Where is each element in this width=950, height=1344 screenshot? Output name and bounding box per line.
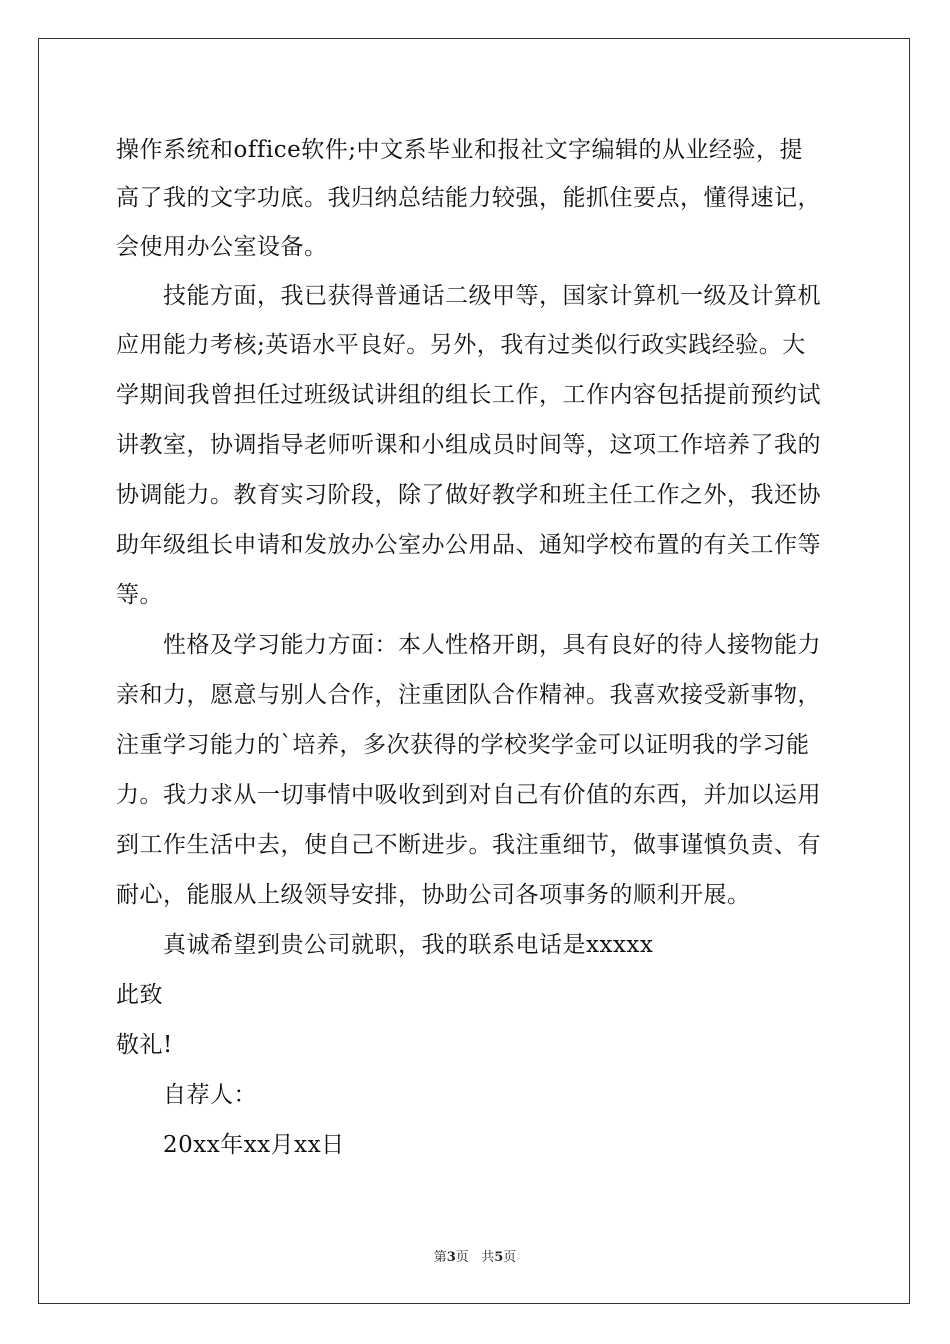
body-line: 注重学习能力的`培养，多次获得的学校奖学金可以证明我的学习能: [116, 732, 810, 758]
contact-line: 真诚希望到贵公司就职，我的联系电话是xxxxx: [163, 932, 654, 958]
body-line: 操作系统和office软件;中文系毕业和报社文字编辑的从业经验，提: [116, 137, 803, 163]
body-line: 讲教室，协调指导老师听课和小组成员时间等，这项工作培养了我的: [116, 432, 821, 458]
body-line: 等。: [116, 582, 163, 608]
page-prefix: 第: [433, 1250, 447, 1265]
page-mid: 页 共: [455, 1250, 495, 1265]
body-line: 应用能力考核;英语水平良好。另外，我有过类似行政实践经验。大: [116, 332, 806, 358]
closing-respect: 敬礼!: [116, 1032, 173, 1058]
page-border: [38, 38, 910, 1304]
body-line: 学期间我曾担任过班级试讲组的组长工作，工作内容包括提前预约试: [116, 382, 821, 408]
body-line: 高了我的文字功底。我归纳总结能力较强，能抓住要点，懂得速记，: [116, 185, 821, 211]
body-line: 技能方面，我已获得普通话二级甲等，国家计算机一级及计算机: [163, 283, 821, 309]
body-line: 力。我力求从一切事情中吸收到到对自己有价值的东西，并加以运用: [116, 782, 821, 808]
body-line: 性格及学习能力方面：本人性格开朗，具有良好的待人接物能力: [163, 632, 821, 658]
date-line: 20xx年xx月xx日: [163, 1132, 345, 1158]
closing-salutation: 此致: [116, 982, 163, 1008]
body-line: 到工作生活中去，使自己不断进步。我注重细节，做事谨慎负责、有: [116, 832, 821, 858]
page-total: 5: [494, 1250, 504, 1265]
signature-label: 自荐人：: [163, 1082, 257, 1108]
page-current: 3: [446, 1250, 456, 1265]
body-line: 耐心，能服从上级领导安排，协助公司各项事务的顺利开展。: [116, 882, 751, 908]
page-suffix: 页: [503, 1250, 517, 1265]
page-footer: [0, 1246, 950, 1265]
body-line: 助年级组长申请和发放办公室办公用品、通知学校布置的有关工作等: [116, 532, 821, 558]
body-line: 亲和力，愿意与别人合作，注重团队合作精神。我喜欢接受新事物，: [116, 682, 821, 708]
body-line: 协调能力。教育实习阶段，除了做好教学和班主任工作之外，我还协: [116, 482, 821, 508]
body-line: 会使用办公室设备。: [116, 234, 328, 260]
